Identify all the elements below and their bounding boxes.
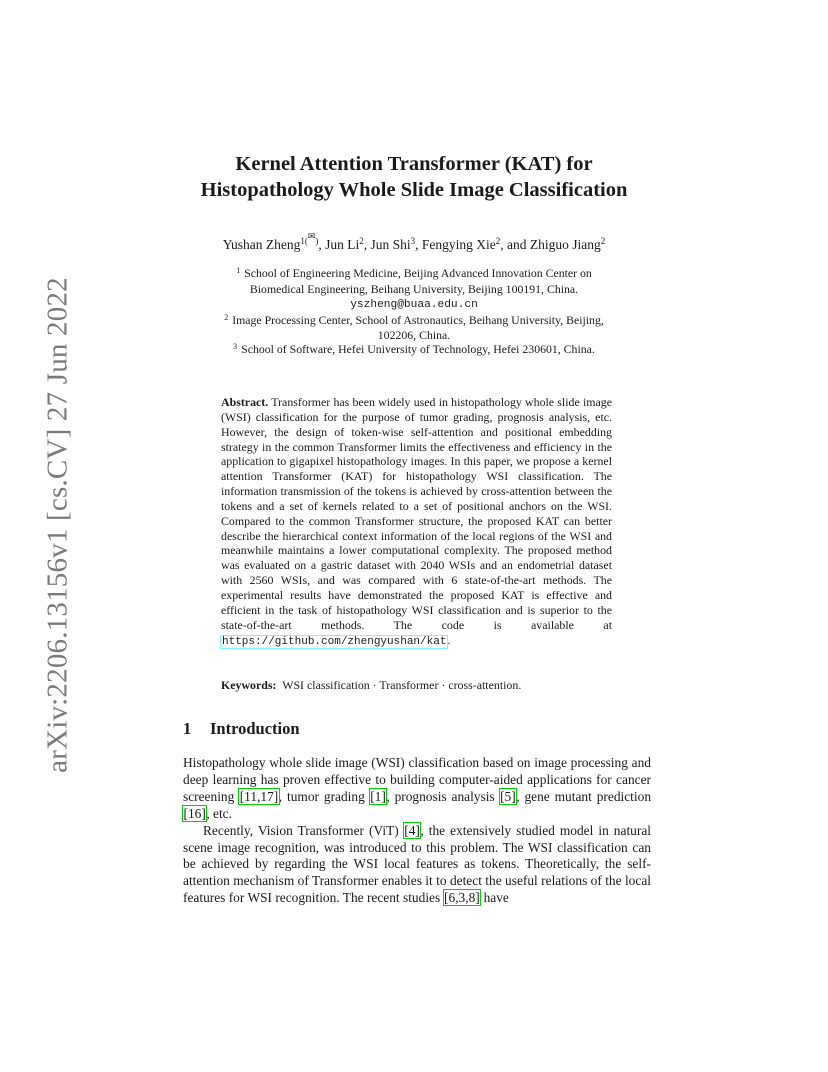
author-name: Fengying Xie <box>421 237 496 252</box>
author-separator: , <box>363 237 371 252</box>
affiliation-text: School of Engineering Medicine, Beijing Advanced Innovation Center on <box>244 266 592 280</box>
citation-link[interactable]: [1] <box>370 788 386 804</box>
affiliation-number: 1 <box>236 266 241 275</box>
citation-link[interactable]: [5] <box>500 788 516 804</box>
citation-link[interactable]: [4] <box>404 822 420 838</box>
paragraph-text: , tumor grading <box>278 788 370 804</box>
author-separator: , and <box>500 237 530 252</box>
author-affiliation-mark: 2 <box>495 236 501 246</box>
citation-link[interactable]: [11,17] <box>239 788 279 804</box>
author-affiliation-mark: 3 <box>410 236 416 246</box>
author-name: Jun Shi <box>370 237 411 252</box>
author-email[interactable]: yszheng@buaa.edu.cn <box>350 299 478 311</box>
paragraph-text: Histopathology whole slide image (WSI) classification based on image processing and deep learning has proven effective to building computer-aided applications for cancer screening <box>183 755 651 804</box>
code-repository-link[interactable]: https://github.com/zhengyushan/kat <box>222 635 447 648</box>
citation-link[interactable]: [6,3,8] <box>444 890 480 906</box>
affiliation-1-line-1 <box>0 266 828 282</box>
affiliation-2-line-2: 102206, China. <box>377 328 451 342</box>
paragraph-text: , gene mutant prediction <box>516 788 652 804</box>
author-name: Zhiguo Jiang <box>529 237 601 252</box>
section-number: 1 <box>183 719 192 738</box>
keywords <box>221 678 621 693</box>
abstract-label: Abstract. <box>221 395 269 409</box>
affiliation-3 <box>0 342 828 358</box>
author-separator: , <box>415 237 422 252</box>
abstract-end-punct: . <box>447 632 451 647</box>
author-name: Jun Li <box>325 237 360 252</box>
paragraph-text: , the extensively studied model in natural scene image recognition, was introduced to this problem. The WSI classification can be achieved by regarding the WSI local features as tokens. Theoretically, the self-attention mechanism of Transformer enables it to detect the useful relations of the local features for WSI recognition. The recent studies <box>183 822 651 906</box>
introduction-body <box>183 755 651 907</box>
affiliation-2-line-1 <box>0 313 828 329</box>
author-affiliation-mark: 2 <box>359 236 364 246</box>
paragraph <box>183 755 651 823</box>
affiliation-number: 2 <box>224 313 229 322</box>
paragraph-text: , prognosis analysis <box>386 788 500 804</box>
affiliation-text: School of Software, Hefei University of Technology, Hefei 230601, China. <box>241 342 595 356</box>
abstract <box>221 395 612 649</box>
author-name: Yushan Zheng <box>222 237 301 252</box>
paragraph-text: have <box>480 890 509 906</box>
envelope-icon: ✉ <box>307 231 316 241</box>
keywords-label: Keywords: <box>221 678 277 692</box>
paragraph-text: Recently, Vision Transformer (ViT) <box>203 822 404 838</box>
citation-link[interactable]: [16] <box>183 805 206 821</box>
keywords-text: WSI classification · Transformer · cross-attention. <box>282 678 522 692</box>
paper-title-line-1: Kernel Attention Transformer (KAT) for <box>235 153 593 175</box>
affiliation-number: 3 <box>233 342 238 351</box>
affiliation-text: Image Processing Center, School of Astronautics, Beihang University, Beijing, <box>232 313 604 327</box>
paper-title-line-2: Histopathology Whole Slide Image Classification <box>200 179 628 201</box>
author-separator: , <box>318 237 326 252</box>
author-affiliation-mark: 2 <box>600 236 606 246</box>
paragraph <box>183 823 651 908</box>
affiliation-1-line-2: Biomedical Engineering, Beihang University, Beijing 100191, China. <box>249 282 579 296</box>
paragraph-text: , etc. <box>206 805 232 821</box>
abstract-text: Transformer has been widely used in histopathology whole slide image (WSI) classification for the purpose of tumor grading, prognosis analysis, etc. However, the design of token-wise self-attention and positional embedding strategy in the common Transformer limits the effectiveness and efficiency in the application to gigapixel histopathology images. In this paper, we propose a kernel attention Transformer (KAT) for histopathology WSI classification. The information transmission of the tokens is achieved by cross-attention between the tokens and a set of kernels related to a set of positional anchors on the WSI. Compared to the common Transformer structure, the proposed KAT can better describe the hierarchical context information of the local regions of the WSI and meanwhile maintains a lower computational complexity. The proposed method was evaluated on a gastric dataset with 2040 WSIs and an endometrial dataset with 2560 WSIs, and was compared with 6 state-of-the-art methods. The experimental results have demonstrated the proposed KAT is effective and efficient in the task of histopathology WSI classification and is superior to the state-of-the-art methods. The code is available at <box>221 395 613 632</box>
author-affiliation-mark: 1(✉) <box>300 231 319 246</box>
author-list <box>0 231 828 254</box>
section-heading <box>183 719 300 739</box>
arxiv-identifier-stamp: arXiv:2206.13156v1 [cs.CV] 27 Jun 2022 <box>41 277 74 773</box>
section-title: Introduction <box>210 719 300 738</box>
